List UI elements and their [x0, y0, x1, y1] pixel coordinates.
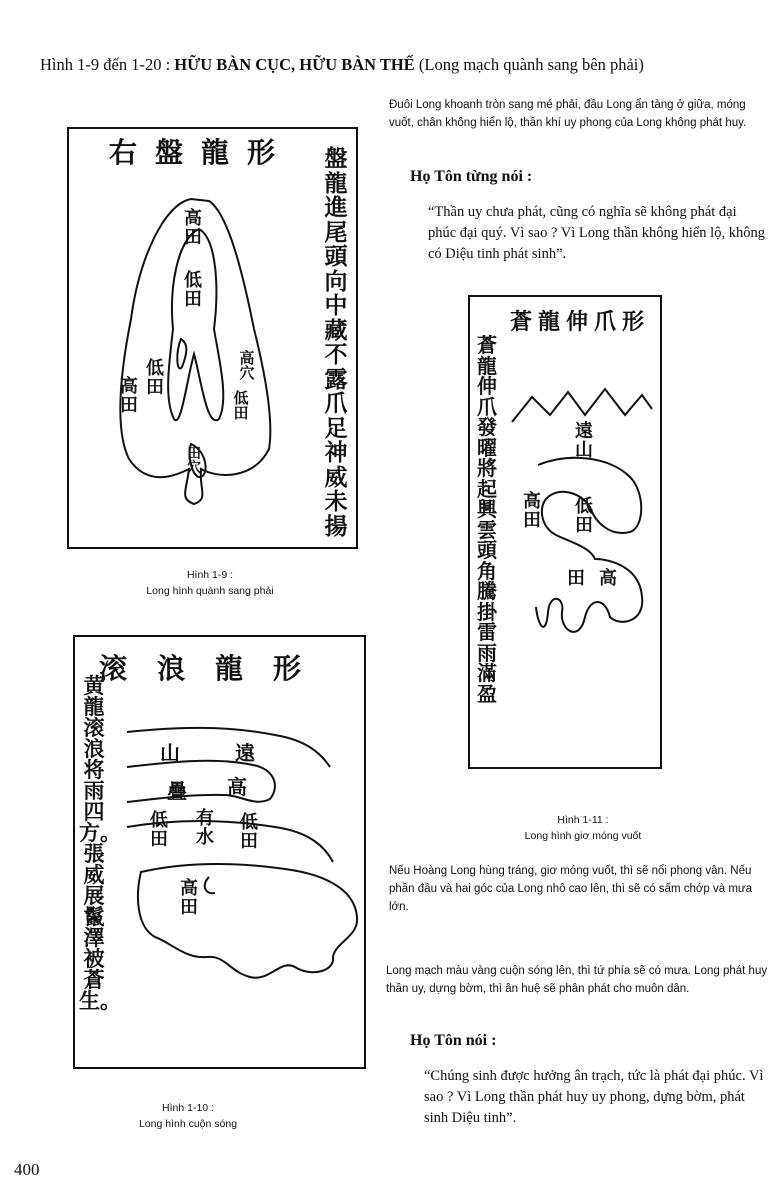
figure-1-10-title: 形龍浪滚	[99, 652, 332, 685]
figure-1-9-label-low-right: 低田	[233, 389, 249, 422]
figure-1-11-label-field: 田	[567, 568, 585, 589]
figure-1-10-drawing	[75, 637, 364, 1067]
quote-2: “Chúng sinh được hưởng ân trạch, tức là phát đại phúc. Vì sao ? Vì Long thần phát huy uy phong, dựng bờm, phát sinh Diệu tinh”.	[424, 1068, 764, 1126]
heading-title: HỮU BÀN CỤC, HỮU BÀN THẾ	[174, 55, 415, 74]
figure-1-10-label-stack: 疊	[167, 779, 187, 803]
figure-1-11-caption	[468, 812, 698, 844]
figure-1-10-label-water: 有水	[196, 808, 214, 848]
figure-1-9-caption	[80, 567, 340, 599]
figure-1-10-caption-number: Hình 1-10 :	[162, 1102, 214, 1114]
figure-1-9-label-low-left: 低田	[146, 358, 164, 398]
figure-1-11-column-text: 蒼龍伸爪發曜將起興雲頭角騰掛雷雨滿盈	[477, 333, 497, 706]
figure-1-9-label-high-top: 高田	[184, 208, 202, 248]
figure-1-9-label-low-mid: 低田	[184, 270, 202, 310]
figure-1-10-caption-text: Long hình cuộn sóng	[138, 1118, 238, 1130]
figure-1-11-caption-text: Long hình giơ móng vuốt	[524, 830, 642, 842]
figure-1-9-label-high-right: 高穴	[239, 349, 255, 382]
figure-1-10-caption	[73, 1100, 303, 1132]
figure-1-9-caption-text: Long hình quành sang phải	[146, 585, 274, 597]
page-heading	[40, 55, 770, 75]
figure-1-10-label-low-right: 低田	[240, 812, 258, 852]
quote-1: “Thần uy chưa phát, cũng có nghĩa sẽ không phát đại phúc đại quý. Vì sao ? Vì Long thần không hiển lộ, không có Diệu tinh phát sinh”.	[428, 204, 765, 262]
figure-1-9-label-bottom: 田穴	[187, 446, 201, 476]
figure-1-10-label-high: 高	[227, 775, 247, 799]
figure-1-10-column-text: 黄龍滚浪将雨四方。張威展鬣澤被蒼生。	[79, 673, 121, 1013]
figure-1-9-column-text: 盤龍進尾頭向中藏不露爪足神威未揚	[324, 145, 348, 540]
figure-1-11-label-high-left: 高田	[523, 491, 541, 531]
paragraph-middle: Nếu Hoàng Long hùng tráng, giơ móng vuốt, thì sẽ nổi phong vân. Nếu phần đầu và hai góc của Long nhô cao lên, thì sẽ có sấm chớp và mưa lớn.	[389, 865, 753, 913]
figure-1-11-caption-number: Hình 1-11 :	[557, 814, 609, 826]
heading-subtitle: (Long mạch quành sang bên phải)	[414, 55, 644, 74]
figure-1-9-box	[67, 127, 358, 549]
figure-1-9-title: 形龍盤右	[109, 136, 294, 169]
figure-1-10-label-far: 遠	[235, 741, 255, 765]
figure-1-11-label-far-mountain: 遠山	[575, 421, 593, 461]
figure-1-9-caption-number: Hình 1-9 :	[186, 569, 234, 581]
figure-1-10-label-mountain: 山	[160, 741, 180, 765]
figure-1-11-title: 形爪伸龍蒼	[510, 309, 651, 335]
page-number: 400	[14, 1160, 40, 1179]
figure-1-10-box	[73, 635, 366, 1069]
subheading-ho-ton-1: Họ Tôn từng nói :	[410, 168, 533, 185]
heading-figure-range: Hình 1-9 đến 1-20 :	[40, 55, 175, 74]
figure-1-11-label-high-right: 高	[599, 568, 617, 589]
figure-1-11-label-low-mid: 低田	[575, 496, 593, 536]
figure-1-10-label-high-bottom: 高田	[180, 878, 198, 918]
figure-1-11-drawing	[470, 297, 660, 767]
figure-1-10-label-low-left: 低田	[150, 810, 168, 850]
subheading-ho-ton-2: Họ Tôn nói :	[410, 1032, 497, 1049]
paragraph-lower: Long mạch màu vàng cuộn sóng lên, thì tứ phía sẽ có mưa. Long phát huy thần uy, dựng bờm, thì ân huệ sẽ phân phát cho muôn dân.	[386, 965, 768, 995]
figure-1-9-label-high-left: 高田	[120, 376, 138, 416]
figure-1-9-drawing	[69, 129, 319, 547]
paragraph-top: Đuôi Long khoanh tròn sang mé phải, đầu Long ẩn tàng ở giữa, móng vuốt, chân không hiển lộ, thần khí uy phong của Long không phát huy.	[389, 99, 747, 129]
figure-1-11-box	[468, 295, 662, 769]
